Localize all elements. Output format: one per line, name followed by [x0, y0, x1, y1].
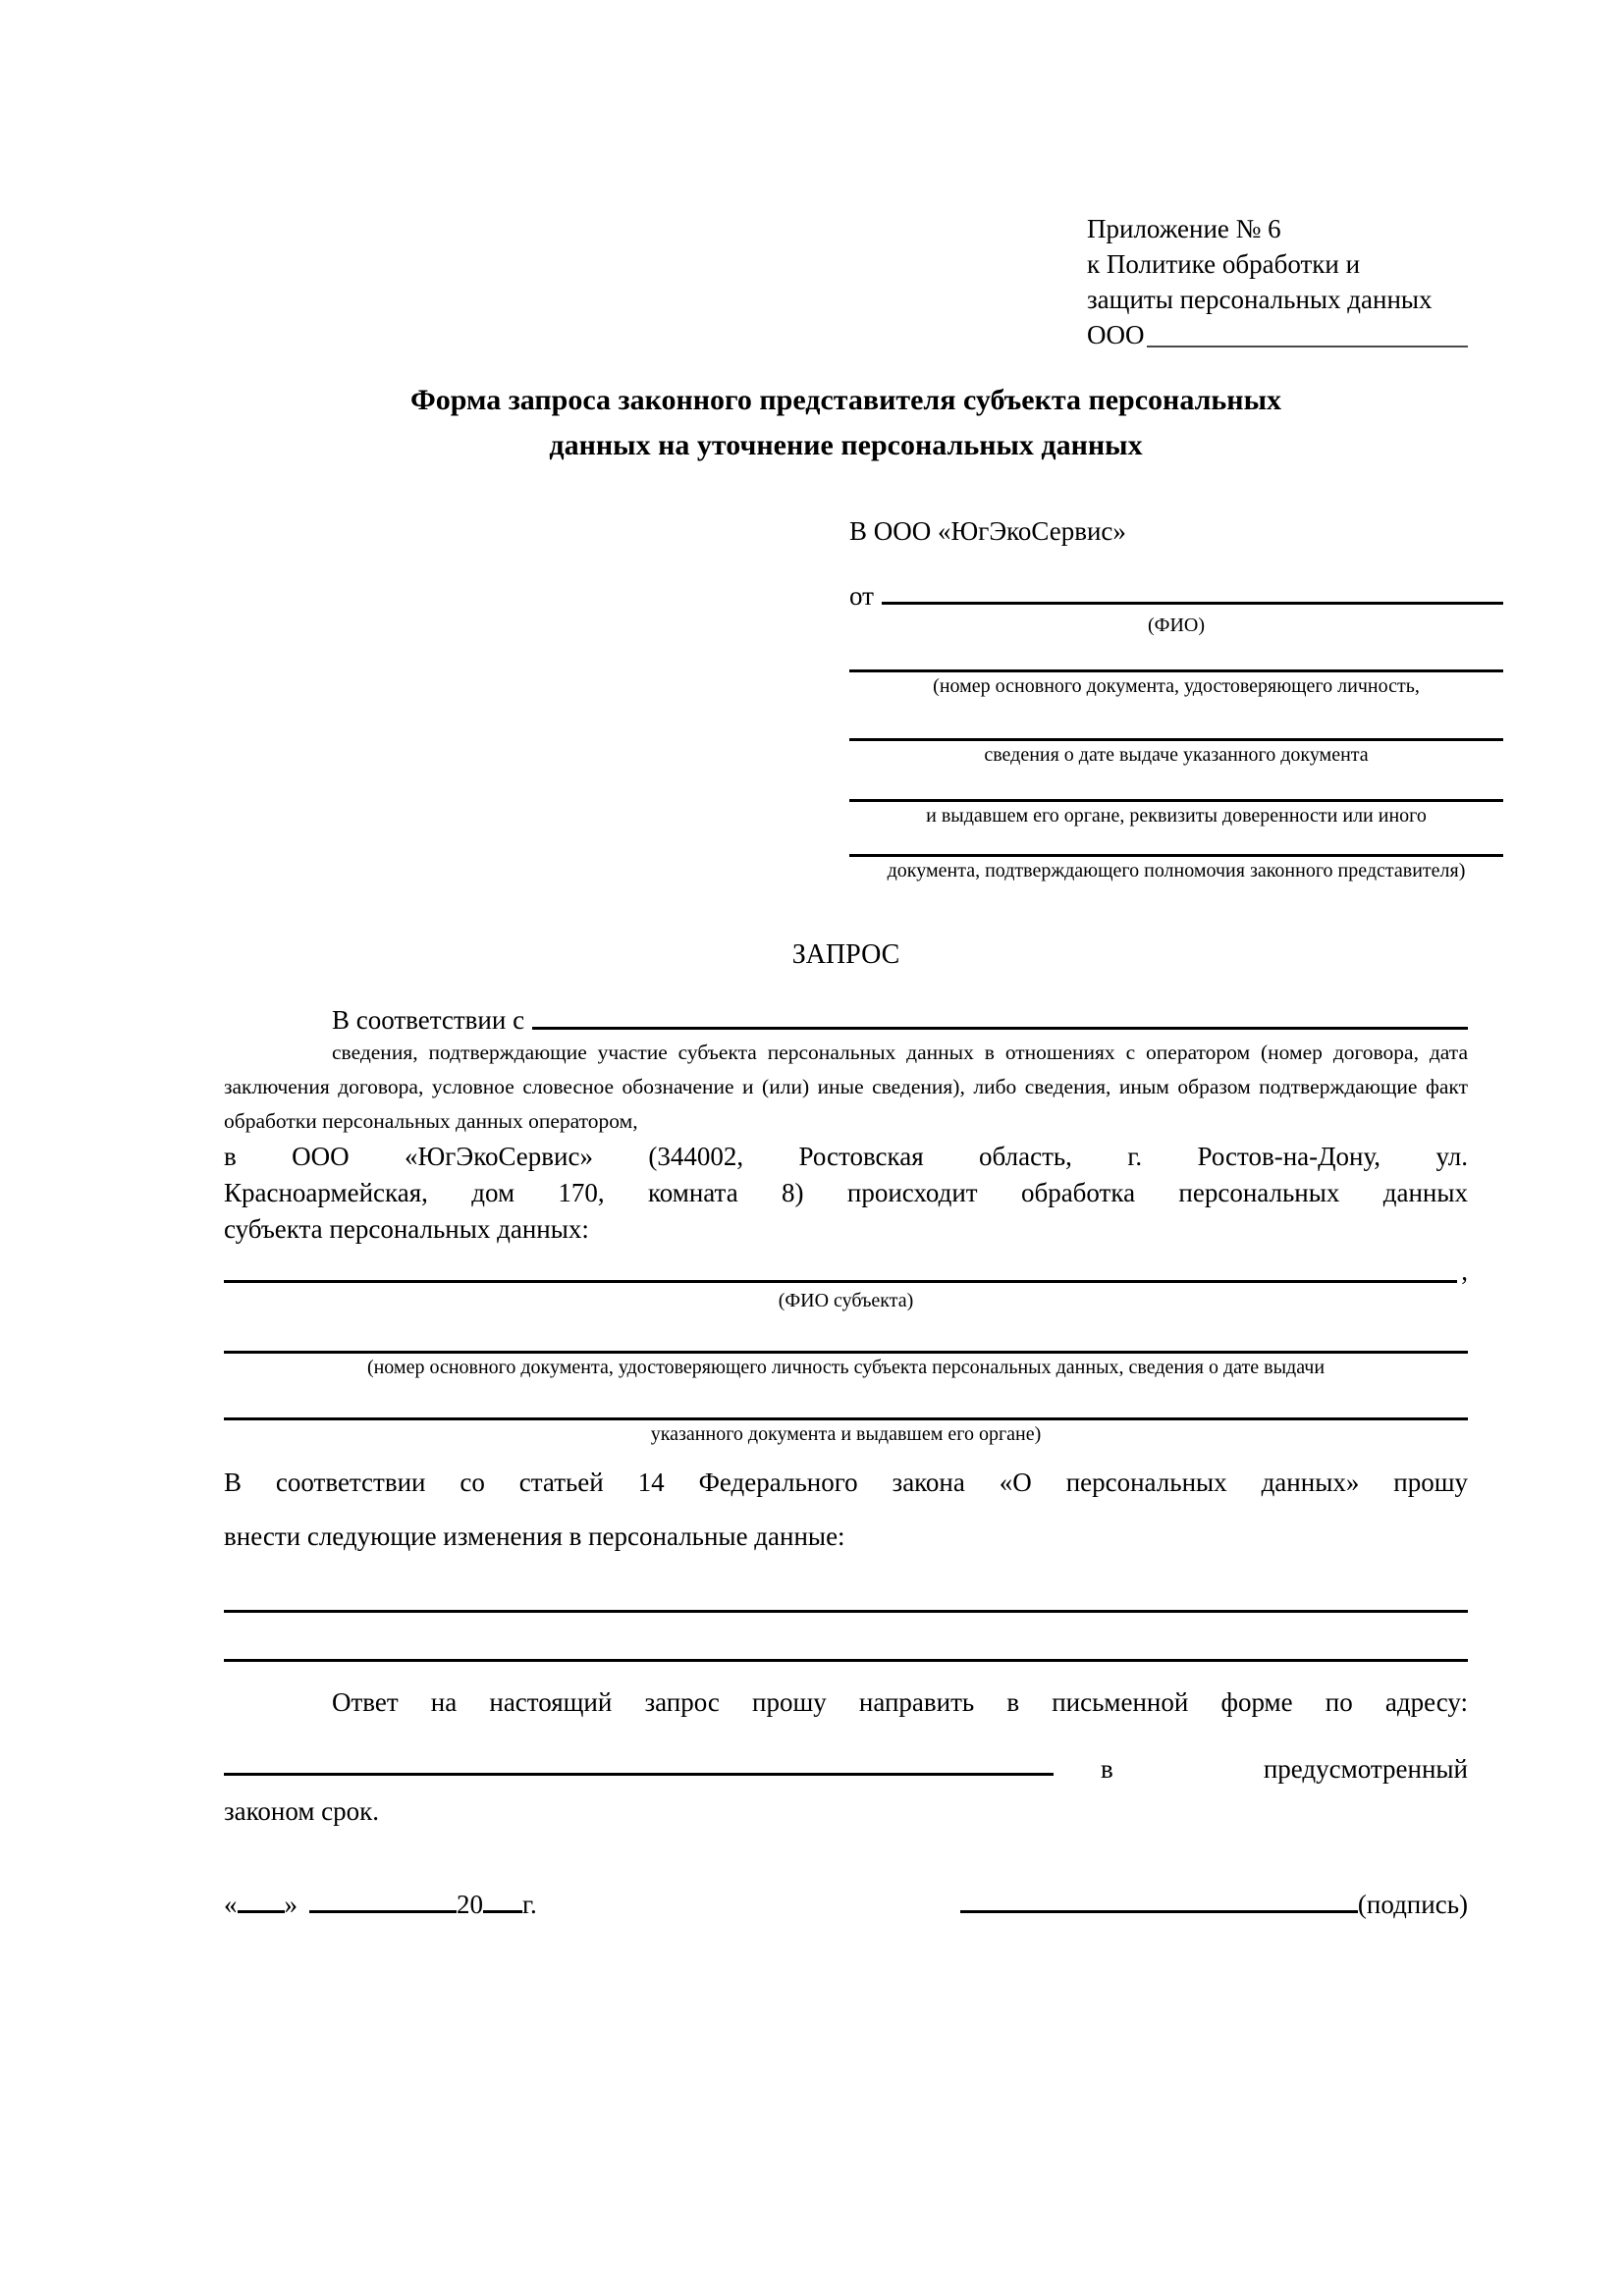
date-right-quote: » [284, 1890, 298, 1919]
addressee-block [849, 511, 1503, 884]
representative-doc-blank-line-1[interactable] [849, 639, 1503, 672]
article-paragraph [224, 1456, 1468, 1564]
ooo-blank-line[interactable] [1147, 346, 1469, 347]
representative-doc-blank-line-2[interactable] [849, 700, 1503, 741]
subject-fio-row [224, 1252, 1468, 1287]
trailing-comma: , [1461, 1256, 1468, 1286]
signature-group [960, 1884, 1468, 1920]
reply-word-predusmotrennyi: предусмотренный [1263, 1754, 1468, 1784]
date-year-blank[interactable] [483, 1884, 522, 1913]
request-heading: ЗАПРОС [791, 939, 900, 970]
representative-doc-blank-line-4[interactable] [849, 829, 1503, 857]
changes-blank-line-2[interactable] [224, 1613, 1468, 1662]
from-blank-line[interactable] [882, 602, 1503, 605]
subject-fio-caption: (ФИО субъекта) [778, 1290, 914, 1311]
addressee-to: В ООО «ЮгЭкоСервис» [849, 516, 1126, 546]
date-left-quote: « [224, 1890, 238, 1919]
signature-caption: (подпись) [1357, 1890, 1468, 1919]
form-title-line-1: Форма запроса законного представителя субъекта персональных [409, 384, 1282, 416]
article-paragraph-line-1: В соответствии со статьей 14 Федерального закона «О персональных данных» прошу [224, 1468, 1468, 1497]
subject-doc-caption-1: (номер основного документа, удостоверяющего личность субъекта персональных данных, сведения о дате выдачи [366, 1357, 1326, 1378]
fio-caption: (ФИО) [1147, 614, 1205, 636]
reply-word-v: в [1101, 1754, 1113, 1784]
form-title-line-2: данных на уточнение персональных данных [549, 429, 1143, 461]
address-blank-line[interactable] [224, 1773, 1054, 1776]
representative-doc-blank-line-3[interactable] [849, 769, 1503, 802]
date-year-suffix: г. [522, 1890, 537, 1919]
appendix-note [1087, 211, 1468, 352]
date-signature-row [224, 1884, 1468, 1920]
subject-fio-blank-line[interactable] [224, 1280, 1457, 1283]
date-year-prefix: 20 [457, 1890, 483, 1919]
changes-blank-line-1[interactable] [224, 1564, 1468, 1613]
appendix-line-1: Приложение № 6 [1087, 214, 1281, 243]
subject-doc-caption-2: указанного документа и выдавшем его органе) [650, 1423, 1042, 1445]
appendix-ooo-row [1087, 317, 1468, 352]
appendix-line-3: защиты персональных данных [1087, 285, 1433, 314]
signature-blank-line[interactable] [960, 1884, 1358, 1913]
blank-caption-1: (номер основного документа, удостоверяющего личность, [933, 675, 1420, 697]
subject-doc-blank-line-2[interactable] [224, 1381, 1468, 1420]
reply-address-row [224, 1730, 1468, 1785]
form-title [224, 378, 1468, 468]
blank-caption-4: документа, подтверждающего полномочия законного представителя) [887, 860, 1466, 881]
subject-doc-blank-line-1[interactable] [224, 1314, 1468, 1354]
ooo-label: ООО [1087, 320, 1145, 349]
operator-paragraph-line-2: Красноармейская, дом 170, комната 8) происходит обработка персональных данных [224, 1178, 1468, 1207]
blank-caption-2: сведения о дате выдаче указанного документа [984, 744, 1369, 766]
article-paragraph-line-2: внести следующие изменения в персональные данные: [224, 1522, 845, 1551]
reply-paragraph-line: Ответ на настоящий запрос прошу направить в письменной форме по адресу: [332, 1687, 1468, 1717]
operator-paragraph-line-1: в ООО «ЮгЭкоСервис» (344002, Ростовская область, г. Ростов-на-Дону, ул. [224, 1142, 1468, 1171]
accordance-label: В соответствии с [332, 1005, 525, 1035]
appendix-line-2: к Политике обработки и [1087, 249, 1361, 279]
accordance-fineprint-caption: сведения, подтверждающие участие субъекта персональных данных в отношениях с оператором (номер договора, дата заключения договора, условное словесное обозначение и (или) иные сведения), либо сведения, иным образом подтверждающие факт обработки персональных данных оператором, [224, 1041, 1468, 1133]
accordance-blank-line[interactable] [532, 1027, 1468, 1030]
from-row [849, 568, 1503, 612]
date-month-blank[interactable] [309, 1884, 457, 1913]
blank-caption-3: и выдавшем его органе, реквизиты доверенности или иного [926, 805, 1427, 827]
operator-paragraph-line-3: субъекта персональных данных: [224, 1214, 589, 1244]
from-label: от [849, 581, 874, 611]
accordance-row [224, 996, 1468, 1036]
date-day-blank[interactable] [238, 1884, 285, 1913]
reply-last-line: законом срок. [224, 1796, 380, 1826]
